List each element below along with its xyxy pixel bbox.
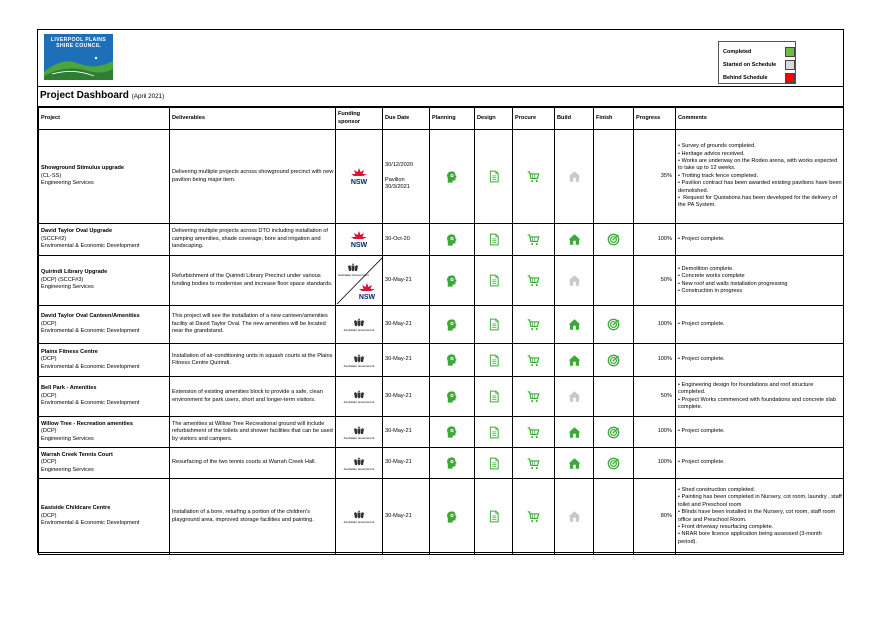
nsw-logo-text: NSW bbox=[350, 178, 368, 186]
table-row bbox=[39, 344, 844, 377]
deliverables-cell: Installation of air-conditioning units in squash courts at the Plains Fitness Centre Quirindi. bbox=[170, 344, 336, 377]
legend-label: Behind Schedule bbox=[723, 75, 768, 81]
project-name: David Taylor Oval Canteen/Amenities bbox=[41, 313, 140, 320]
coat-of-arms-icon bbox=[351, 317, 367, 327]
column-header: Finish bbox=[594, 108, 634, 130]
comment-item: • Project complete. bbox=[678, 236, 842, 243]
due-date-line: Pavilion bbox=[385, 176, 405, 183]
comments-list bbox=[678, 236, 842, 243]
build-house-icon bbox=[567, 233, 582, 246]
build-status-cell bbox=[555, 344, 594, 377]
table-row bbox=[39, 306, 844, 344]
comment-item: • Trotting track fence completed. bbox=[678, 173, 842, 180]
build-house-icon bbox=[567, 274, 582, 287]
nsw-government-logo bbox=[348, 167, 370, 187]
table-row bbox=[39, 130, 844, 224]
progress-cell: 80% bbox=[634, 479, 676, 555]
procure-cart-icon bbox=[527, 318, 540, 331]
design-document-icon bbox=[488, 390, 500, 403]
comments-cell bbox=[676, 448, 844, 479]
project-name: Quirindi Library Upgrade bbox=[41, 269, 108, 276]
design-status-cell bbox=[475, 448, 513, 479]
procure-cart-icon bbox=[527, 426, 540, 439]
design-status-cell bbox=[475, 377, 513, 417]
due-date-cell bbox=[383, 224, 430, 256]
funding-sponsor-cell bbox=[336, 479, 383, 555]
comment-item: • Project complete. bbox=[678, 459, 842, 466]
planning-head-icon bbox=[445, 456, 459, 470]
progress-cell: 100% bbox=[634, 306, 676, 344]
project-code: (CL-SS) bbox=[41, 172, 62, 179]
table-row bbox=[39, 417, 844, 448]
aus-logo-text: Australian Government bbox=[343, 466, 375, 471]
due-date-line: 30-May-21 bbox=[385, 320, 412, 327]
planning-head-icon bbox=[445, 318, 459, 332]
funding-sponsor-cell bbox=[336, 344, 383, 377]
project-cell bbox=[39, 224, 170, 256]
coat-of-arms-icon bbox=[351, 509, 367, 519]
funding-sponsor-cell bbox=[336, 306, 383, 344]
comment-item: • Project complete. bbox=[678, 428, 842, 435]
project-cell bbox=[39, 256, 170, 306]
nsw-logo-text: NSW bbox=[350, 241, 368, 249]
due-date-line: 30/12/2020 bbox=[385, 161, 413, 168]
logo-line-2: SHIRE COUNCIL bbox=[56, 43, 101, 49]
project-department: Enviromental & Economic Development bbox=[41, 243, 140, 250]
deliverables-cell: Installation of a bore, returfing a portion of the children's playground area, improved storage facilities and painting. bbox=[170, 479, 336, 555]
deliverables-cell: The amenities at Willow Tree Recreational ground will include refurbishment of the toilets and shower facilities that can be used by visitors and campers. bbox=[170, 417, 336, 448]
progress-cell: 100% bbox=[634, 344, 676, 377]
planning-head-icon bbox=[445, 233, 459, 247]
due-date-cell bbox=[383, 130, 430, 224]
finish-status-cell bbox=[594, 377, 634, 417]
procure-cart-icon bbox=[527, 274, 540, 287]
project-cell bbox=[39, 130, 170, 224]
project-cell bbox=[39, 448, 170, 479]
comments-cell bbox=[676, 256, 844, 306]
design-status-cell bbox=[475, 306, 513, 344]
design-document-icon bbox=[488, 354, 500, 367]
comment-item: • Blinds have been installed in the Nursery, cot room, staff room office and Preschool Room. bbox=[678, 509, 842, 524]
comment-item: • NRAR bore licence application being assessed (3-month period). bbox=[678, 531, 842, 546]
finish-status-cell bbox=[594, 224, 634, 256]
planning-status-cell bbox=[430, 448, 475, 479]
project-department: Engineering Services bbox=[41, 435, 94, 442]
australian-government-logo bbox=[336, 425, 382, 440]
table-row bbox=[39, 479, 844, 555]
due-date-cell bbox=[383, 256, 430, 306]
design-status-cell bbox=[475, 344, 513, 377]
legend-item bbox=[723, 47, 795, 59]
project-code: (DCP) bbox=[41, 356, 57, 363]
comments-list bbox=[678, 321, 842, 328]
logo-hills-icon bbox=[44, 34, 113, 80]
due-date-cell bbox=[383, 448, 430, 479]
due-date-line: 30-May-21 bbox=[385, 392, 412, 399]
legend-item bbox=[723, 60, 795, 72]
due-date-line: 30-May-21 bbox=[385, 512, 412, 519]
australian-government-logo bbox=[338, 262, 369, 277]
design-document-icon bbox=[488, 170, 500, 183]
project-department: Enviromental & Economic Development bbox=[41, 328, 140, 335]
comment-item: • Demolition complete. bbox=[678, 266, 842, 273]
planning-head-icon bbox=[445, 510, 459, 524]
design-status-cell bbox=[475, 417, 513, 448]
due-date-line: 30-May-21 bbox=[385, 356, 412, 363]
procure-cart-icon bbox=[527, 457, 540, 470]
design-document-icon bbox=[488, 510, 500, 523]
project-name: David Taylor Oval Upgrade bbox=[41, 228, 113, 235]
status-legend bbox=[718, 41, 796, 84]
funding-sponsor-cell bbox=[336, 256, 383, 306]
table-row bbox=[39, 256, 844, 306]
table-header-row bbox=[39, 108, 844, 130]
column-header: Progress bbox=[634, 108, 676, 130]
planning-status-cell bbox=[430, 306, 475, 344]
project-cell bbox=[39, 377, 170, 417]
finish-target-icon bbox=[607, 426, 620, 439]
finish-target-icon bbox=[607, 318, 620, 331]
procure-status-cell bbox=[513, 479, 555, 555]
project-department: Enviromental & Economic Development bbox=[41, 363, 140, 370]
deliverables-cell: This project will see the installation of a new canteen/amenities facility at David Taylor Oval. The new amenities will be located near the grandstand. bbox=[170, 306, 336, 344]
finish-target-icon bbox=[607, 233, 620, 246]
comments-list bbox=[678, 382, 842, 412]
procure-cart-icon bbox=[527, 354, 540, 367]
planning-head-icon bbox=[445, 425, 459, 439]
aus-logo-text: Australian Government bbox=[343, 328, 375, 332]
project-code: (DCP) (SCCF#3) bbox=[41, 276, 84, 283]
comments-list bbox=[678, 143, 842, 210]
progress-cell: 50% bbox=[634, 377, 676, 417]
procure-status-cell bbox=[513, 417, 555, 448]
nsw-logo-text: NSW bbox=[358, 293, 376, 301]
progress-cell: 100% bbox=[634, 448, 676, 479]
legend-swatch bbox=[785, 73, 795, 83]
comment-item: • Shed construction completed. bbox=[678, 487, 842, 494]
procure-cart-icon bbox=[527, 390, 540, 403]
design-status-cell bbox=[475, 256, 513, 306]
due-date-line: 30-May-21 bbox=[385, 459, 412, 466]
finish-status-cell bbox=[594, 306, 634, 344]
build-status-cell bbox=[555, 417, 594, 448]
progress-cell: 100% bbox=[634, 224, 676, 256]
build-status-cell bbox=[555, 130, 594, 224]
column-header: Due Date bbox=[383, 108, 430, 130]
funding-sponsor-cell bbox=[336, 377, 383, 417]
progress-cell: 35% bbox=[634, 130, 676, 224]
project-cell bbox=[39, 417, 170, 448]
design-document-icon bbox=[488, 274, 500, 287]
australian-government-logo bbox=[336, 456, 382, 471]
build-house-icon bbox=[567, 390, 582, 403]
comments-list bbox=[678, 266, 842, 296]
comment-item: • Project complete. bbox=[678, 356, 842, 363]
finish-status-cell bbox=[594, 479, 634, 555]
progress-cell: 50% bbox=[634, 256, 676, 306]
aus-logo-text: Australian Government bbox=[338, 272, 369, 277]
design-document-icon bbox=[488, 426, 500, 439]
project-code: (DCP) bbox=[41, 512, 57, 519]
column-header: Build bbox=[555, 108, 594, 130]
title-bar bbox=[38, 87, 843, 107]
page-title bbox=[40, 90, 164, 101]
comment-item: • Survey of grounds completed. bbox=[678, 143, 842, 150]
build-status-cell bbox=[555, 256, 594, 306]
procure-status-cell bbox=[513, 344, 555, 377]
comment-item: • Construction in progress bbox=[678, 288, 842, 295]
australian-government-logo bbox=[336, 509, 382, 524]
table-row bbox=[39, 377, 844, 417]
coat-of-arms-icon bbox=[351, 456, 367, 466]
project-name: Warrah Creek Tennis Court bbox=[41, 451, 113, 458]
project-name: Showground Stimulus upgrade bbox=[41, 165, 124, 172]
comments-cell bbox=[676, 479, 844, 555]
dashboard-frame bbox=[37, 29, 844, 553]
project-code: (DCP) bbox=[41, 392, 57, 399]
comments-cell bbox=[676, 130, 844, 224]
table-row bbox=[39, 224, 844, 256]
coat-of-arms-icon bbox=[345, 262, 361, 272]
project-code: (DCP) bbox=[41, 428, 57, 435]
design-status-cell bbox=[475, 479, 513, 555]
column-header: Deliverables bbox=[170, 108, 336, 130]
funding-sponsor-cell bbox=[336, 224, 383, 256]
comment-item: • Pavilion contract has been awarded existing pavilions have been demolished. bbox=[678, 180, 842, 195]
project-name: Eastside Childcare Centre bbox=[41, 505, 111, 512]
comment-item: • Concrete works complete bbox=[678, 273, 842, 280]
australian-government-logo bbox=[336, 389, 382, 404]
build-status-cell bbox=[555, 479, 594, 555]
table-row bbox=[39, 448, 844, 479]
finish-status-cell bbox=[594, 417, 634, 448]
due-date-line: 30-May-21 bbox=[385, 276, 412, 283]
project-cell bbox=[39, 306, 170, 344]
procure-status-cell bbox=[513, 377, 555, 417]
coat-of-arms-icon bbox=[351, 389, 367, 399]
procure-cart-icon bbox=[527, 510, 540, 523]
build-house-icon bbox=[567, 170, 582, 183]
build-house-icon bbox=[567, 354, 582, 367]
legend-label: Completed bbox=[723, 49, 752, 55]
comment-item: • Works are underway on the Rodeo arena, with works expected to take up to 12 weeks. bbox=[678, 158, 842, 173]
comment-item: • Heritage advice received. bbox=[678, 151, 842, 158]
comments-cell bbox=[676, 417, 844, 448]
finish-target-icon bbox=[607, 457, 620, 470]
build-status-cell bbox=[555, 448, 594, 479]
build-status-cell bbox=[555, 306, 594, 344]
column-header: Comments bbox=[676, 108, 844, 130]
planning-status-cell bbox=[430, 224, 475, 256]
project-code: (DCP) bbox=[41, 320, 57, 327]
planning-status-cell bbox=[430, 344, 475, 377]
design-document-icon bbox=[488, 233, 500, 246]
deliverables-cell: Resurfacing of the two tennis courts at Warrah Creek Hall. bbox=[170, 448, 336, 479]
progress-cell: 100% bbox=[634, 417, 676, 448]
finish-status-cell bbox=[594, 130, 634, 224]
comment-item: • Request for Quotations has been developed for the delivery of the PA System. bbox=[678, 195, 842, 210]
legend-label: Started on Schedule bbox=[723, 62, 777, 68]
logo-line-1: LIVERPOOL PLAINS bbox=[50, 37, 107, 43]
comment-item: • Engineering design for foundations and roof structure completed. bbox=[678, 382, 842, 397]
deliverables-cell: Refurbishment of the Quirindi Library Precinct under various funding bodies to modernise and increase floor space standards. bbox=[170, 256, 336, 306]
project-name: Bell Park - Amenities bbox=[41, 385, 97, 392]
due-date-cell bbox=[383, 479, 430, 555]
comments-list bbox=[678, 459, 842, 466]
finish-target-icon bbox=[607, 354, 620, 367]
page-title-text: Project Dashboard bbox=[40, 90, 129, 101]
page-title-date: (April 2021) bbox=[131, 93, 165, 100]
comment-item: • New roof and walls installation progressing bbox=[678, 281, 842, 288]
column-header: Project bbox=[39, 108, 170, 130]
planning-status-cell bbox=[430, 256, 475, 306]
aus-logo-text: Australian Government bbox=[343, 400, 375, 404]
aus-logo-text: Australian Government bbox=[343, 363, 375, 368]
comments-list bbox=[678, 487, 842, 546]
planning-head-icon bbox=[445, 170, 459, 184]
due-date-cell bbox=[383, 377, 430, 417]
procure-status-cell bbox=[513, 256, 555, 306]
aus-logo-text: Australian Government bbox=[343, 435, 375, 440]
planning-status-cell bbox=[430, 130, 475, 224]
build-house-icon bbox=[567, 318, 582, 331]
project-table bbox=[38, 107, 844, 555]
comment-item: • Project complete. bbox=[678, 321, 842, 328]
comment-item: • Painting has been completed in Nursery, cot room, laundry , staff toilet and Preschool room bbox=[678, 494, 842, 509]
funding-sponsor-cell bbox=[336, 130, 383, 224]
comments-cell bbox=[676, 224, 844, 256]
project-name: Willow Tree - Recreation amenities bbox=[41, 420, 133, 427]
project-department: Engineering Services bbox=[41, 284, 94, 291]
legend-swatch bbox=[785, 60, 795, 70]
project-department: Enviromental & Economic Development bbox=[41, 400, 140, 407]
design-document-icon bbox=[488, 457, 500, 470]
build-house-icon bbox=[567, 426, 582, 439]
funding-sponsor-cell bbox=[336, 448, 383, 479]
column-header: Funding sponsor bbox=[336, 108, 383, 130]
comments-cell bbox=[676, 377, 844, 417]
build-status-cell bbox=[555, 224, 594, 256]
finish-status-cell bbox=[594, 448, 634, 479]
due-date-cell bbox=[383, 306, 430, 344]
comment-item: • Front driveway resurfacing complete. bbox=[678, 524, 842, 531]
coat-of-arms-icon bbox=[351, 425, 367, 435]
deliverables-cell: Delivering multiple projects across DTO including installation of camping amenities, shade coverage, bore and irrigation and landscaping. bbox=[170, 224, 336, 256]
procure-cart-icon bbox=[527, 170, 540, 183]
design-status-cell bbox=[475, 224, 513, 256]
australian-government-logo bbox=[336, 353, 382, 368]
planning-head-icon bbox=[445, 390, 459, 404]
build-house-icon bbox=[567, 510, 582, 523]
due-date-line: 30-May-21 bbox=[385, 428, 412, 435]
legend-item bbox=[723, 73, 795, 85]
funding-sponsor-cell bbox=[336, 417, 383, 448]
table-body bbox=[39, 130, 844, 555]
design-document-icon bbox=[488, 318, 500, 331]
project-code: (DCP) bbox=[41, 459, 57, 466]
project-cell bbox=[39, 479, 170, 555]
project-code: (SCCF#2) bbox=[41, 235, 67, 242]
planning-head-icon bbox=[445, 274, 459, 288]
aus-logo-text: Australian Government bbox=[343, 520, 375, 524]
finish-status-cell bbox=[594, 344, 634, 377]
due-date-line bbox=[385, 169, 428, 176]
procure-status-cell bbox=[513, 306, 555, 344]
procure-status-cell bbox=[513, 448, 555, 479]
procure-cart-icon bbox=[527, 233, 540, 246]
coat-of-arms-icon bbox=[351, 353, 367, 363]
comments-cell bbox=[676, 306, 844, 344]
due-date-line: 30-Oct-20 bbox=[385, 235, 410, 242]
council-logo bbox=[44, 34, 113, 80]
project-name: Plains Fitness Centre bbox=[41, 348, 98, 355]
project-cell bbox=[39, 344, 170, 377]
column-header: Planning bbox=[430, 108, 475, 130]
column-header: Procure bbox=[513, 108, 555, 130]
legend-swatch bbox=[785, 47, 795, 57]
column-header: Design bbox=[475, 108, 513, 130]
nsw-government-logo bbox=[356, 282, 378, 302]
deliverables-cell: Extension of existing amenities block to provide a safe, clean environment for park users, short and longer-term visitors. bbox=[170, 377, 336, 417]
due-date-cell bbox=[383, 417, 430, 448]
project-department: Engineering Services bbox=[41, 180, 94, 187]
due-date-line: 30/3/2021 bbox=[385, 183, 410, 190]
deliverables-cell: Delivering multiple projects across showground precinct with new pavilion being major item. bbox=[170, 130, 336, 224]
finish-status-cell bbox=[594, 256, 634, 306]
design-status-cell bbox=[475, 130, 513, 224]
project-department: Engineering Services bbox=[41, 466, 94, 473]
build-house-icon bbox=[567, 457, 582, 470]
comments-list bbox=[678, 428, 842, 435]
planning-head-icon bbox=[445, 353, 459, 367]
planning-status-cell bbox=[430, 479, 475, 555]
due-date-cell bbox=[383, 344, 430, 377]
comments-cell bbox=[676, 344, 844, 377]
nsw-government-logo bbox=[348, 230, 370, 250]
comments-list bbox=[678, 356, 842, 363]
procure-status-cell bbox=[513, 130, 555, 224]
header bbox=[38, 30, 843, 87]
project-department: Enviromental & Economic Development bbox=[41, 520, 140, 527]
planning-status-cell bbox=[430, 417, 475, 448]
planning-status-cell bbox=[430, 377, 475, 417]
australian-government-logo bbox=[336, 317, 382, 332]
procure-status-cell bbox=[513, 224, 555, 256]
comment-item: • Project Works commenced with foundations and concrete slab complete. bbox=[678, 397, 842, 412]
build-status-cell bbox=[555, 377, 594, 417]
